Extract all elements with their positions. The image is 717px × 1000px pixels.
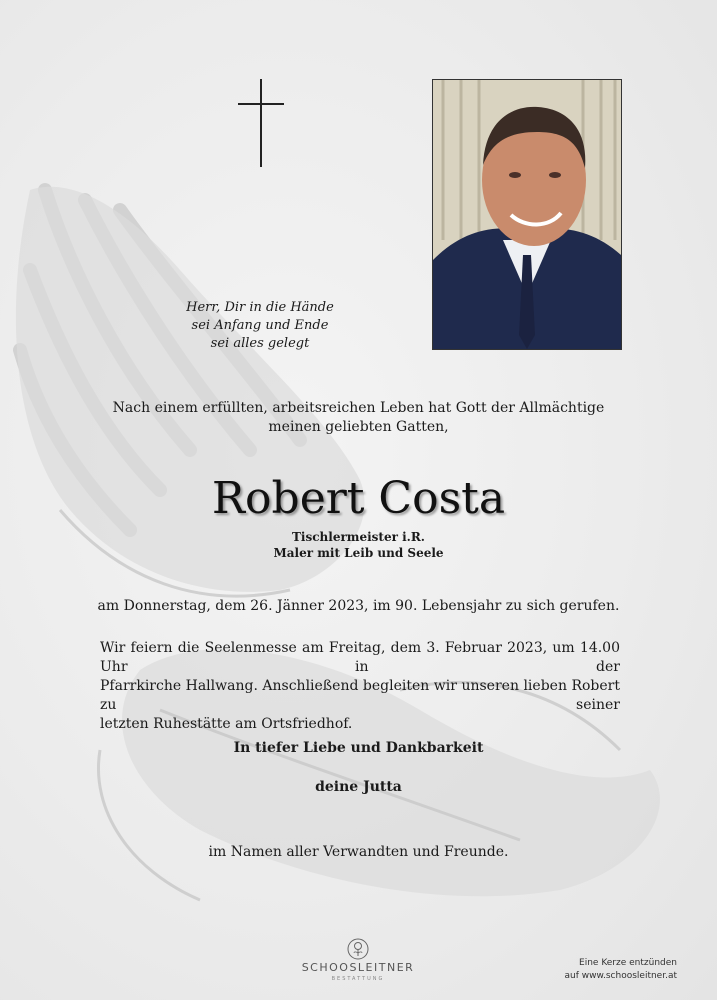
portrait-photo <box>432 79 622 350</box>
candle-link[interactable] <box>500 957 677 983</box>
candle-line: Eine Kerze entzünden <box>579 958 677 968</box>
intro-line: Nach einem erfüllten, arbeitsreichen Leben hat Gott der Allmächtige <box>112 400 605 416</box>
rose-logo-icon <box>347 938 369 960</box>
cross-icon <box>238 79 284 167</box>
signer: deine Jutta <box>315 779 402 795</box>
funeral-details <box>100 639 620 734</box>
verse-line: Herr, Dir in die Hände <box>186 300 334 315</box>
brand-subtitle: BESTATTUNG <box>331 976 385 982</box>
funeral-line: Pfarrkirche Hallwang. Anschließend begleiten wir unseren lieben Robert zu seiner <box>100 678 620 713</box>
verse <box>140 299 380 353</box>
funeral-line: letzten Ruhestätte am Ortsfriedhof. <box>100 716 353 732</box>
family-line: im Namen aller Verwandten und Freunde. <box>208 844 509 860</box>
funeral-line: Wir feiern die Seelenmesse am Freitag, dem 3. Februar 2023, um 14.00 Uhr in der <box>100 640 620 675</box>
candle-url[interactable]: auf www.schoosleitner.at <box>564 971 677 981</box>
brand-name: SCHOOSLEITNER <box>301 961 415 974</box>
deceased-titles <box>80 529 637 561</box>
title-line: Tischlermeister i.R. <box>291 530 425 544</box>
title-line: Maler mit Leib und Seele <box>273 546 444 560</box>
deceased-name: Robert Costa <box>211 473 506 524</box>
intro-line: meinen geliebten Gatten, <box>268 419 449 435</box>
verse-line: sei alles gelegt <box>210 336 310 351</box>
intro-text <box>80 399 637 437</box>
closing-phrase: In tiefer Liebe und Dankbarkeit <box>233 740 484 756</box>
death-notice: am Donnerstag, dem 26. Jänner 2023, im 90. Lebensjahr zu sich gerufen. <box>97 598 620 614</box>
verse-line: sei Anfang und Ende <box>191 318 329 333</box>
